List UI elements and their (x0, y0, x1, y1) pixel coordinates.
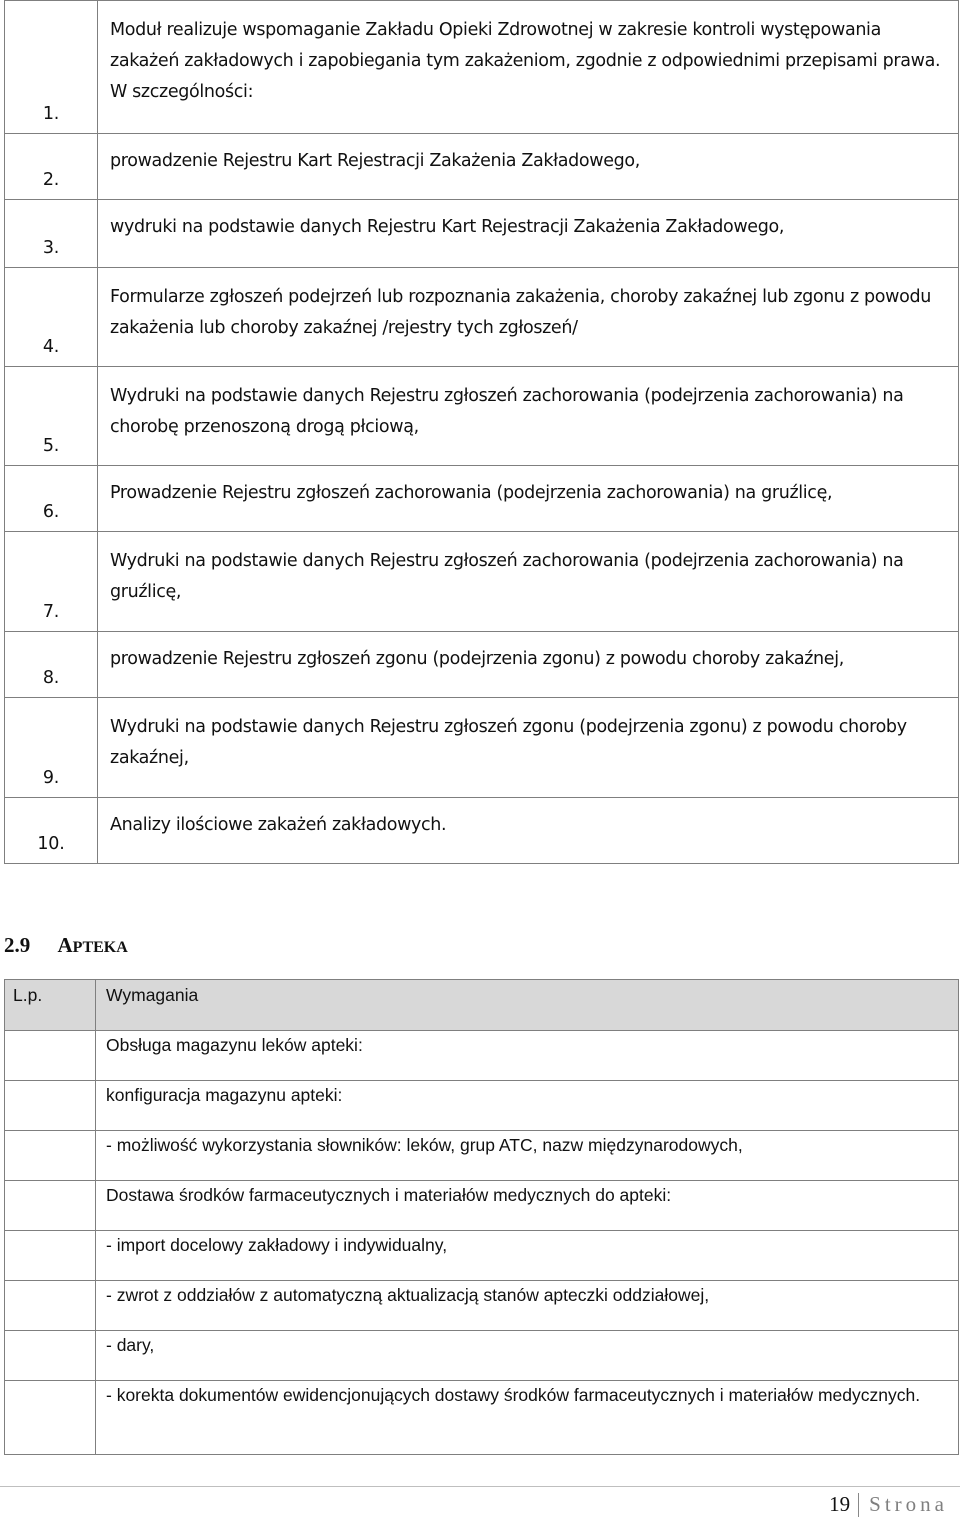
row-requirement-text: konfiguracja magazynu apteki: (106, 1085, 343, 1105)
footer-separator (858, 1493, 859, 1517)
table-row (5, 532, 959, 632)
header-requirements (96, 980, 959, 1031)
row-number: 5. (5, 367, 98, 466)
table-row (5, 367, 959, 466)
row-text: Prowadzenie Rejestru zgłoszeń zachorowania (podejrzenia zachorowania) na gruźlicę, (98, 466, 959, 532)
row-number: 1. (5, 1, 98, 134)
row-number: 4. (5, 268, 98, 367)
row-number: 10. (5, 798, 98, 864)
row-lp (5, 1131, 96, 1181)
row-number: 6. (5, 466, 98, 532)
row-requirement-text: Dostawa środków farmaceutycznych i materiałów medycznych do apteki: (106, 1185, 672, 1205)
row-requirement (96, 1381, 959, 1455)
row-text: wydruki na podstawie danych Rejestru Kart Rejestracji Zakażenia Zakładowego, (98, 200, 959, 268)
row-requirement-text: - dary, (106, 1335, 155, 1355)
row-requirement (96, 1181, 959, 1231)
table-header-row (5, 980, 959, 1031)
table-row (5, 1231, 959, 1281)
section-number: 2.9 (4, 933, 31, 957)
row-text: Moduł realizuje wspomaganie Zakładu Opieki Zdrowotnej w zakresie kontroli występowania zakażeń zakładowych i zapobiegania tym zakażeniom, zgodnie z odpowiednimi przepisami prawa. W szczególności: (98, 1, 959, 134)
row-lp (5, 1381, 96, 1455)
row-text: prowadzenie Rejestru zgłoszeń zgonu (podejrzenia zgonu) z powodu choroby zakaźnej, (98, 632, 959, 698)
row-lp (5, 1231, 96, 1281)
table-row (5, 632, 959, 698)
row-requirement-text: - import docelowy zakładowy i indywidualny, (106, 1235, 448, 1255)
row-number: 8. (5, 632, 98, 698)
row-requirement-text: - korekta dokumentów ewidencjonujących dostawy środków farmaceutycznych i materiałów medycznych. (106, 1385, 921, 1405)
row-requirement-text: Obsługa magazynu leków apteki: (106, 1035, 363, 1055)
row-text: Formularze zgłoszeń podejrzeń lub rozpoznania zakażenia, choroby zakaźnej lub zgonu z powodu zakażenia lub choroby zakaźnej /rejestry tych zgłoszeń/ (98, 268, 959, 367)
table-row (5, 1281, 959, 1331)
row-requirement (96, 1131, 959, 1181)
footer-divider (0, 1486, 960, 1487)
row-text: Wydruki na podstawie danych Rejestru zgłoszeń zgonu (podejrzenia zgonu) z powodu choroby zakaźnej, (98, 698, 959, 798)
header-lp-label: L.p. (13, 985, 43, 1005)
table-row (5, 798, 959, 864)
row-lp (5, 1031, 96, 1081)
row-requirement (96, 1081, 959, 1131)
row-number: 7. (5, 532, 98, 632)
row-number: 3. (5, 200, 98, 268)
row-text: Analizy ilościowe zakażeń zakładowych. (98, 798, 959, 864)
header-requirements-label: Wymagania (106, 985, 199, 1005)
row-number: 9. (5, 698, 98, 798)
table-row (5, 1181, 959, 1231)
section-heading (4, 933, 128, 958)
table-row (5, 1381, 959, 1455)
table-row (5, 1131, 959, 1181)
table-row (5, 1, 959, 134)
table-row (5, 466, 959, 532)
requirements-table-pharmacy (4, 979, 959, 1455)
table-row (5, 268, 959, 367)
row-lp (5, 1181, 96, 1231)
header-lp (5, 980, 96, 1031)
row-text: prowadzenie Rejestru Kart Rejestracji Zakażenia Zakładowego, (98, 134, 959, 200)
table-row (5, 1031, 959, 1081)
page-label: Strona (869, 1492, 948, 1516)
table-row (5, 1081, 959, 1131)
row-requirement (96, 1031, 959, 1081)
row-text: Wydruki na podstawie danych Rejestru zgłoszeń zachorowania (podejrzenia zachorowania) na gruźlicę, (98, 532, 959, 632)
section-title-rest: PTEKA (72, 939, 128, 956)
row-requirement-text: - zwrot z oddziałów z automatyczną aktualizacją stanów apteczki oddziałowej, (106, 1285, 710, 1305)
row-requirement (96, 1231, 959, 1281)
row-requirement (96, 1281, 959, 1331)
row-requirement (96, 1331, 959, 1381)
row-lp (5, 1281, 96, 1331)
row-lp (5, 1081, 96, 1131)
row-number: 2. (5, 134, 98, 200)
section-title-initial: A (57, 933, 73, 957)
page-number: 19 (829, 1492, 851, 1516)
row-text: Wydruki na podstawie danych Rejestru zgłoszeń zachorowania (podejrzenia zachorowania) na chorobę przenoszoną drogą płciową, (98, 367, 959, 466)
table-row (5, 698, 959, 798)
row-requirement-text: - możliwość wykorzystania słowników: leków, grup ATC, nazw międzynarodowych, (106, 1135, 743, 1155)
page-footer (829, 1492, 948, 1517)
requirements-table-infections (4, 0, 959, 864)
row-lp (5, 1331, 96, 1381)
table-row (5, 134, 959, 200)
table-row (5, 200, 959, 268)
table-row (5, 1331, 959, 1381)
